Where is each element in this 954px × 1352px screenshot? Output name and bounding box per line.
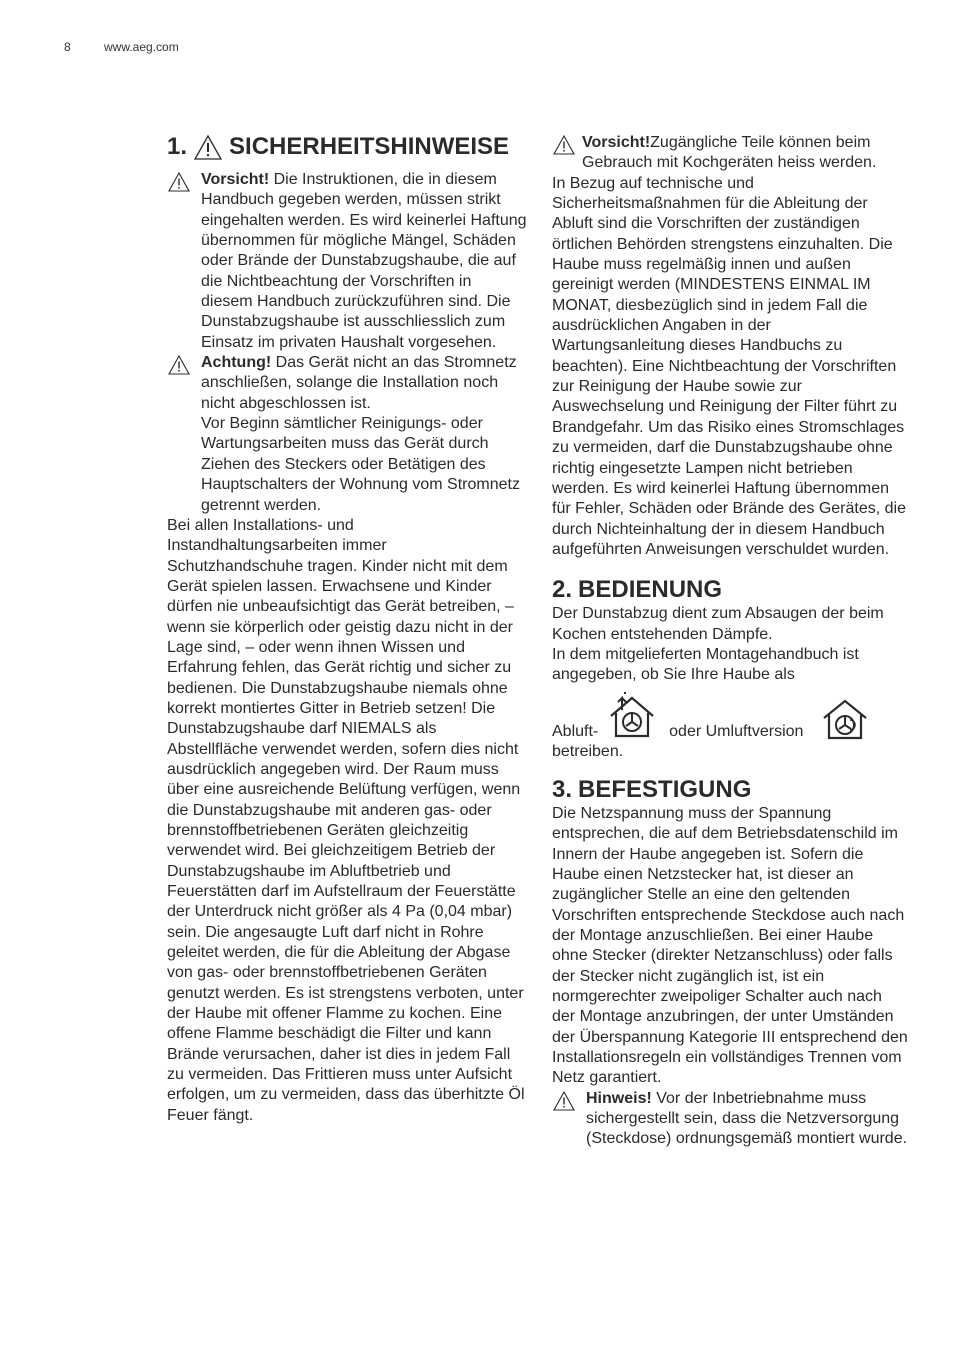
caution-label: Vorsicht! [582,134,651,151]
exhaust-mode-icon [607,692,657,742]
caution-label: Vorsicht! [201,171,270,188]
website-link[interactable]: www.aeg.com [104,40,179,54]
caution-text: Die Instruktionen, die in diesem Handbuch gegeben werden, müssen strikt eingehalten werden. Es wird keinerlei Haftung übernommen für mögliche Mängel, Schäden oder Brände der Dunstabzugshaube, die auf die Nichtbeachtung der Vorschriften in diesem Handbuch zurückzuführen sind. Die Dunstabzugshaube ist ausschliesslich zum Einsatz im privaten Haushalt vorgesehen. [201,171,527,351]
warning-triangle-icon [193,134,223,161]
note-block [552,1089,908,1150]
mode-icons-row [552,692,908,742]
operate-text: betreiben. [552,742,624,760]
note-label: Hinweis! [586,1089,652,1107]
page-number: 8 [64,40,71,54]
caution-text: Zugängliche Teile können beim Gebrauch mit Kochgeräten heiss werden. [582,134,877,172]
safety-body-text: Bei allen Installations- und Instandhaltungsarbeiten immer Schutzhandschuhe tragen. Kinder nicht mit dem Gerät spielen lassen. Erwachsene und Kinder dürfen nie unbeaufsichtigt das Gerät betreiben, – wenn sie körperlich oder geistig dazu nicht in der Lage sind, – oder wenn ihnen Wissen und Erfahrung fehlen, das Gerät richtig und sicher zu bedienen. Die Dunstabzugshaube niemals ohne korrekt montiertes Gitter in Betrieb setzen! Die Dunstabzugshaube darf NIEMALS als Abstellfläche verwendet werden, sofern dies nicht ausdrücklich angegeben wird. Der Raum muss über eine ausreichende Belüftung verfügen, wenn die Dunstabzugshaube mit anderen gas- oder brennstoffbetriebenen Geräten gleichzeitig verwendet wird. Bei gleichzeitigem Betrieb der Dunstabzugshaube im Abluftbetrieb und Feuerstätten darf im Aufstellraum der Feuerstätte der Unterdruck nicht größer als 4 Pa (0,04 mbar) sein. Die angesaugte Luft darf nicht in Rohre geleitet werden, die für die Ableitung der Abgase von gas- oder brennstoffbetriebenen Geräten genutzt werden. Es ist strengstens verboten, unter der Haube mit offener Flamme zu kochen. Eine offene Flamme beschädigt die Filter und kann Brände verursachen, daher ist dies in jedem Fall zu vermeiden. Das Frittieren muss unter Aufsicht erfolgen, um zu vermeiden, dass das überhitzte Öl Feuer fängt. [167,516,525,1124]
section-2-heading [552,576,908,604]
attention-text-2: Vor Beginn sämtlicher Reinigungs- oder Wartungsarbeiten muss das Gerät durch Ziehen des Steckers oder Betätigen des Hauptschalters der Wohnung vom Stromnetz getrennt werden. [201,415,520,514]
attention-text: Das Gerät nicht an das Stromnetz anschließen, solange die Installation noch nicht abgeschlossen ist. [201,354,517,412]
warning-triangle-icon [552,134,576,156]
section-title: SICHERHEITSHINWEISE [229,133,510,160]
section-title: BEDIENUNG [578,576,723,604]
warning-triangle-icon [167,171,191,193]
caution-block [167,170,527,353]
mounting-text: Die Netzspannung muss der Spannung entsprechen, die auf dem Betriebsdatenschild im Innern der Haube angegeben ist. Sofern die Haube einen Netzstecker hat, ist dieser an zugänglicher Stelle an eine den geltenden Vorschriften entsprechende Steckdose auch nach der Montage anzuschließen. Bei einer Haube ohne Stecker (direkter Netzanschluss) oder falls der Stecker nicht zugänglich ist, ist ein normgerechter zweipoliger Schalter auch nach der Montage anzubringen, der unter Umständen der Überspannung Kategorie III entsprechend den Installationsregeln ein vollständiges Trennen vom Netz garantiert. [552,804,908,1087]
recirculation-mode-icon [820,698,870,742]
note-text: Vor der Inbetriebnahme muss sichergestellt sein, dass die Netzversorgung (Steckdose) ordnungsgemäß montiert wurde. [586,1089,908,1148]
left-column [167,133,527,1126]
section-number: 3. [552,775,573,803]
section-title: BEFESTIGUNG [578,775,752,803]
section-number: 1. [167,133,188,160]
attention-block [167,353,527,414]
attention-label: Achtung! [201,354,272,372]
section-3-heading [552,776,908,804]
section-1-heading [167,133,527,161]
warning-triangle-icon [167,354,191,376]
operation-text: Der Dunstabzug dient zum Absaugen der beim Kochen entstehenden Dämpfe. [552,605,884,643]
exhaust-label: Abluft- [552,722,599,740]
cleaning-regulations-text: In Bezug auf technische und Sicherheitsmaßnahmen für die Ableitung der Abluft sind die Vorschriften der zuständigen örtlichen Behörden strengstens einzuhalten. Die Haube muss regelmäßig innen und außen gereinigt werden (MINDESTENS EINMAL IM MONAT, diesbezüglich sind in jedem Fall die ausdrücklichen Angaben in der Wartungsanleitung dieses Handbuchs zu beachten). Eine Nichtbeachtung der Vorschriften zur Reinigung der Haube sowie zur Auswechselung und Reinigung der Filter führt zu Brandgefahr. Um das Risiko eines Stromschlages zu vermeiden, darf die Dunstabzugshaube ohne richtig eingesetzte Lampen nicht betrieben werden. Es wird keinerlei Haftung übernommen für Fehler, Schäden oder Brände des Gerätes, die durch Nichteinhaltung der in diesem Handbuch aufgeführten Anweisungen verschuldet wurden. [552,174,906,558]
right-column [552,133,908,1150]
section-number: 2. [552,576,573,604]
caution-block-hot-parts [552,133,908,174]
warning-triangle-icon [552,1090,576,1112]
recirculation-label: oder Umluftversion [669,722,804,740]
operation-text-2: In dem mitgelieferten Montagehandbuch ist angegeben, ob Sie Ihre Haube als [552,645,859,684]
